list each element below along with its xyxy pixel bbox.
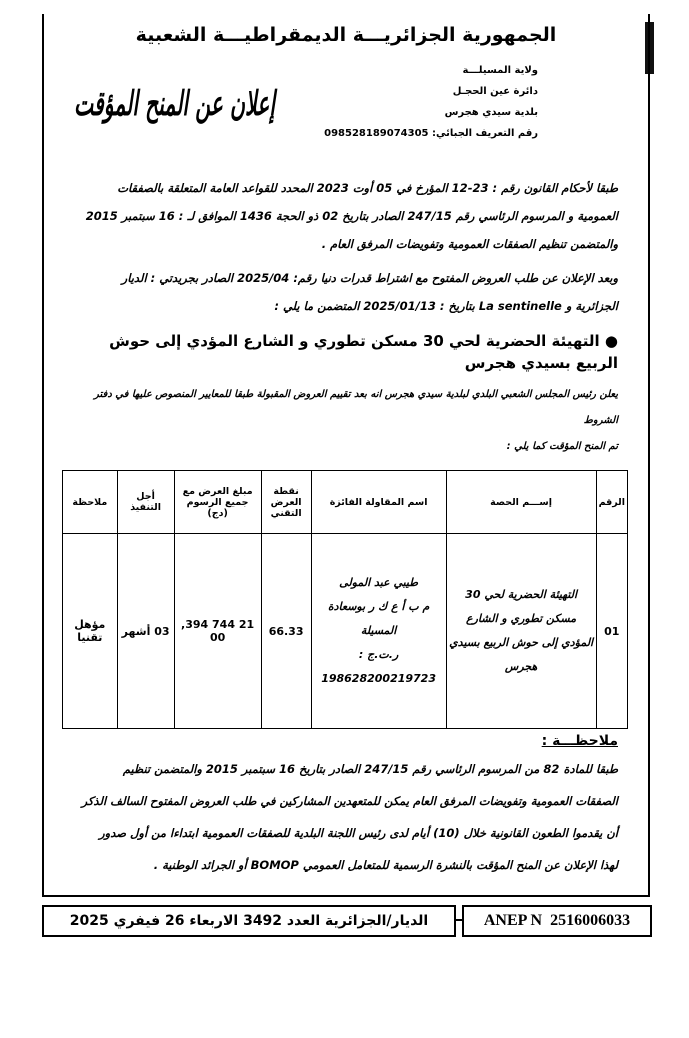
cell-lot: التهيئة الحضرية لحي 30 مسكن تطوري و الشارع المؤدي إلى حوش الربيع بسيدي هجرس (446, 534, 596, 729)
paragraph-announce: يعلن رئيس المجلس الشعبي البلدي لبلدية سيدي هجرس انه بعد تقييم العروض المقبولة طبقا للمعايير المنصوص عليها في دفتر الشروط (94, 389, 618, 426)
admin-block (308, 60, 538, 144)
cell-note: مؤهل تقنيا (63, 534, 118, 729)
paragraph-legal: طبقا لأحكام القانون رقم : 23-12 المؤرخ في 05 أوت 2023 المحدد للقواعد العامة المتعلقة بالصفقات العمومية و المرسوم الرئاسي رقم 247/15 الصادر بتاريخ 02 ذو الحجة 1436 الموافق لـ : 16 سبتمبر 2015 والمتضمن تنظيم الصفقات العمومية وتفويضات المرفق العام . (85, 181, 618, 251)
note-heading: ملاحظـــة : (541, 733, 618, 749)
anep-box (462, 905, 652, 937)
footer-row (42, 905, 650, 937)
project-text: التهيئة الحضرية لحي 30 مسكن تطوري و الشارع المؤدي إلى حوش الربيع بسيدي هجرس (109, 332, 618, 372)
paragraph-award: تم المنح المؤقت كما يلي : (506, 441, 618, 452)
cell-amount: 21 744 394, 00 (174, 534, 261, 729)
cell-company (311, 534, 446, 729)
connector-line (454, 919, 462, 921)
company-address: م ب أ ع ك ر بوسعادة المسيلة (327, 600, 430, 637)
company-name: طيبي عبد المولى (339, 576, 419, 589)
notice-header (44, 14, 648, 174)
col-num: الرقم (596, 471, 627, 534)
anep-number: 2516006033 (550, 912, 631, 929)
table-header (63, 471, 628, 534)
daira: دائرة عين الحجـل (452, 86, 538, 97)
col-note: ملاحظة (63, 471, 118, 534)
cell-num: 01 (596, 534, 627, 729)
col-amount: مبلغ العرض مع جميع الرسوم (دج) (174, 471, 261, 534)
tax-id: رقم التعريف الجبائي: 098528189074305 (324, 128, 538, 139)
cell-score: 66.33 (261, 534, 311, 729)
republic-heading: الجمهورية الجزائريـــة الديمقراطيـــة الشعبية (135, 24, 557, 46)
note-text: طبقا للمادة 82 من المرسوم الرئاسي رقم 247/15 الصادر بتاريخ 16 سبتمبر 2015 والمتضمن تنظيم الصفقات العمومية وتفويضات المرفق العام يمكن للمتعهدين المشاركين في طلب العروض المفتوح السالف الذكر أن يقدموا الطعون القانونية خلال (10) أيام لدى رئيس اللجنة البلدية للصفقات العمومية ابتداءا من أول صدور لهذا الإعلان عن المنح المؤقت بالنشرة الرسمية للمتعامل العمومي BOMOP أو الجرائد الوطنية . (81, 762, 618, 872)
table-row (63, 534, 628, 729)
wilaya: ولاية المسيلـــة (462, 65, 538, 76)
col-score: نقطة العرض التقني (261, 471, 311, 534)
award-table (62, 470, 628, 729)
newspaper-footer: الديار/الجزائرية العدد 3492 الاربعاء 26 فيفري 2025 (42, 905, 456, 937)
paragraph-tender: وبعد الإعلان عن طلب العروض المفتوح مع اشتراط قدرات دنيا رقم: 2025/04 الصادر بجريدتي : الديار الجزائرية و La sentinelle بتاريخ : 2025/01/13 المتضمن ما يلي : (121, 271, 618, 313)
commune: بلدية سيدي هجرس (444, 107, 538, 118)
cell-delay: 03 أشهر (117, 534, 174, 729)
col-company: اسم المقاولة الفائزة (311, 471, 446, 534)
anep-label: ANEP N (483, 912, 543, 929)
notice-title: إعلان عن المنح المؤقت (74, 84, 276, 124)
col-delay: أجل التنفيذ (117, 471, 174, 534)
notice-frame (42, 14, 650, 897)
project-bullet: ● التهيئة الحضرية لحي 30 مسكن تطوري و الشارع المؤدي إلى حوش الربيع بسيدي هجرس (109, 332, 618, 372)
col-lot: إســـم الحصة (446, 471, 596, 534)
company-nif: ر.ت.ج : 198628200219723 (321, 648, 436, 685)
